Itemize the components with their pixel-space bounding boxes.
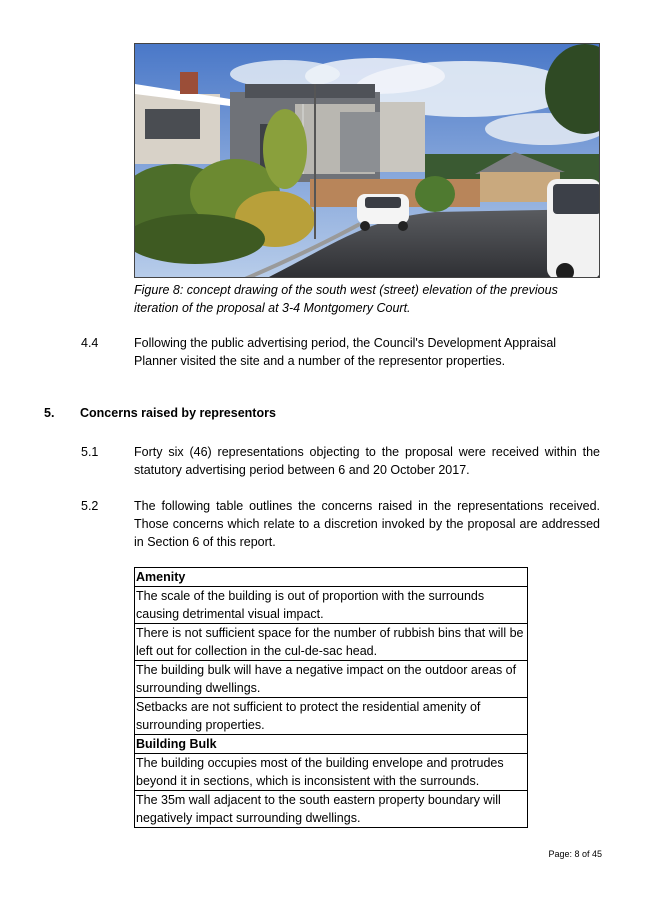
figure-caption: Figure 8: concept drawing of the south west (street) elevation of the previous iteration of the proposal at 3-4 Montgomery Court. — [134, 283, 558, 315]
paragraph-4-4: Following the public advertising period, the Council's Development Appraisal Planner visited the site and a number of the representor properties. — [134, 336, 557, 368]
paragraph-number-5-1: 5.1 — [81, 445, 99, 459]
table-row — [135, 698, 528, 735]
paragraph-5-2: The following table outlines the concerns raised in the representations received. Those concerns which relate to a discretion invoked by the proposal are addressed in Section 6 of this report. — [134, 499, 600, 549]
table-cell: The 35m wall adjacent to the south eastern property boundary will negatively impact surrounding dwellings. — [135, 791, 528, 828]
table-row — [135, 735, 528, 754]
section-number: 5. — [44, 406, 55, 420]
figure-image — [134, 43, 600, 278]
table-cell: There is not sufficient space for the number of rubbish bins that will be left out for collection in the cul-de-sac head. — [135, 624, 528, 661]
table-category-heading: Amenity — [135, 568, 528, 587]
table-row — [135, 568, 528, 587]
page-number: Page: 8 of 45 — [548, 849, 602, 859]
table-cell: The building bulk will have a negative impact on the outdoor areas of surrounding dwellings. — [135, 661, 528, 698]
table-cell: The building occupies most of the building envelope and protrudes beyond it in sections, which is inconsistent with the surrounds. — [135, 754, 528, 791]
paragraph-number-5-2: 5.2 — [81, 499, 99, 513]
paragraph-number-4-4: 4.4 — [81, 336, 99, 350]
concerns-table — [134, 567, 528, 828]
table-row — [135, 754, 528, 791]
table-cell: Setbacks are not sufficient to protect the residential amenity of surrounding properties. — [135, 698, 528, 735]
table-row — [135, 661, 528, 698]
table-row — [135, 587, 528, 624]
table-cell: The scale of the building is out of proportion with the surrounds causing detrimental visual impact. — [135, 587, 528, 624]
table-category-heading: Building Bulk — [135, 735, 528, 754]
table-row — [135, 624, 528, 661]
paragraph-5-1: Forty six (46) representations objecting to the proposal were received within the statutory advertising period between 6 and 20 October 2017. — [134, 445, 600, 477]
section-heading: Concerns raised by representors — [80, 406, 276, 420]
table-row — [135, 791, 528, 828]
street-elevation-illustration — [135, 44, 600, 278]
